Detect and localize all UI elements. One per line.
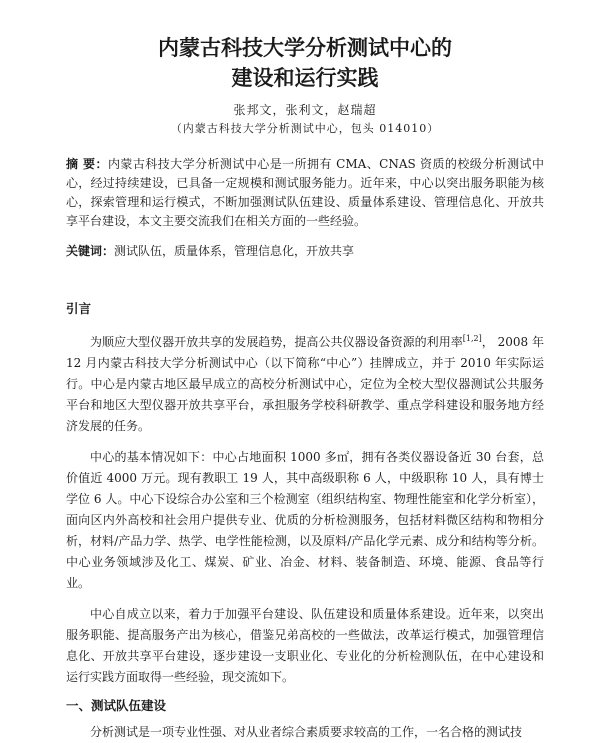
title-line-1: 内蒙古科技大学分析测试中心的 bbox=[158, 35, 452, 60]
affiliation: （内蒙古科技大学分析测试中心，包头 014010） bbox=[170, 122, 440, 135]
intro-heading: 引言 bbox=[66, 301, 92, 316]
abstract-label: 摘 要： bbox=[66, 157, 108, 171]
intro-paragraph-3: 中心自成立以来，着力于加强平台建设、队伍建设和质量体系建设。近年来，以突出服务职能、提高服务产出为核心，借鉴兄弟高校的一些做法，改革运行模式，加强管理信息化、开放共享平台建设，逐步建设一支职业化、专业化的分析检测队伍，在中心建设和运行实践方面取得一些经验，现交流如下。 bbox=[66, 607, 544, 684]
authors: 张邦文，张利文，赵瑞超 bbox=[233, 103, 377, 117]
para1-text-b: ， 2008 年 12 月内蒙古科技大学分析测试中心（以下简称“中心”）挂牌成立，并于 2010 年实际运行。中心是内蒙古地区最早成立的高校分析测试中心，定位为全校大型仪器测试公共服务平台和地区大型仪器开放共享平台，承担服务学校科研教学、重点学科建设和服务地方经济发展的任务。 bbox=[66, 335, 544, 433]
citation-ref: [1,2] bbox=[462, 334, 482, 343]
intro-paragraph-1 bbox=[66, 328, 544, 437]
keywords-label: 关键词： bbox=[66, 244, 115, 258]
keywords bbox=[66, 242, 544, 261]
title-line-2: 建设和运行实践 bbox=[231, 65, 379, 90]
intro-paragraph-2: 中心的基本情况如下：中心占地面积 1000 多㎡，拥有各类仪器设备近 30 台套，总价值近 4000 万元。现有教职工 19 人，其中高级职称 6 人，中级职称 10 人，具有博士学位 6 人。中心下设综合办公室和三个检测室（组织结构室、物理性能室和化学分析室），面向区内外高校和社会用户提供专业、优质的分析检测服务，包括材料微区结构和物相分析，材料/产品力学、热学、电学性能检测，以及原料/产品化学元素、成分和结构等分析。中心业务领域涉及化工、煤炭、矿业、冶金、材料、装备制造、环境、能源、食品等行业。 bbox=[66, 450, 544, 590]
keywords-text: 测试队伍，质量体系，管理信息化，开放共享 bbox=[114, 244, 355, 258]
section-1-heading: 一、测试队伍建设 bbox=[66, 698, 167, 713]
abstract-text: 内蒙古科技大学分析测试中心是一所拥有 CMA、CNAS 资质的校级分析测试中心，经过持续建设，已具备一定规模和测试服务能力。近年来，中心以突出服务职能为核心，探索管理和运行模式，不断加强测试队伍建设、质量体系建设、管理信息化、开放共享平台建设，本文主要交流我们在相关方面的一些经验。 bbox=[66, 157, 544, 228]
para1-text-a: 为顺应大型仪器开放共享的发展趋势，提高公共仪器设备资源的利用率 bbox=[90, 335, 463, 349]
abstract bbox=[66, 155, 544, 231]
section-1-paragraph: 分析测试是一项专业性强、对从业者综合素质要求较高的工作，一名合格的测试技 bbox=[90, 725, 523, 739]
